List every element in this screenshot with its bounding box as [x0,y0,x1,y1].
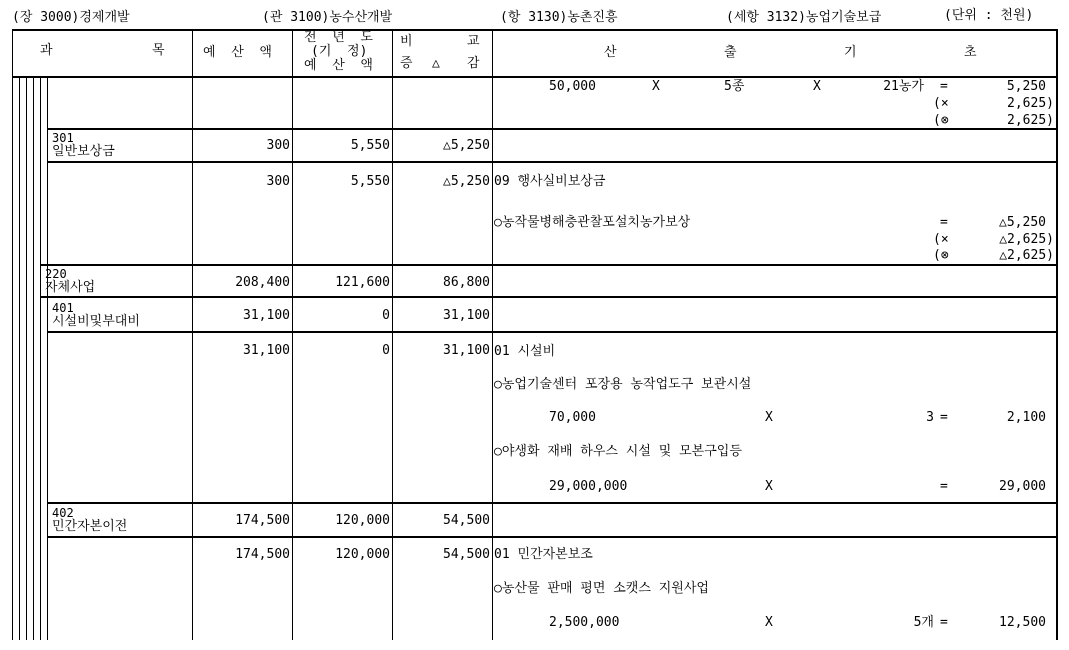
r6-item2-a: 29,000,000 [549,479,628,494]
header-bottom-border [12,76,1057,78]
r4-code: 220 [45,267,67,281]
col-prev-mid: (기 정) [311,44,368,59]
r2-name: 일반보상금 [52,144,115,159]
r8-item1-a: 2,500,000 [549,615,620,630]
r8-diff: 54,500 [443,547,490,562]
r4-diff: 86,800 [443,275,490,290]
tree-line-3 [26,78,27,640]
row-separator [47,536,1058,538]
r8-prev: 120,000 [335,547,390,562]
r6-item2-x: X [765,479,773,494]
r8-item1-eq: = [940,615,948,630]
col-cmp-bot-right: 감 [467,56,480,71]
tree-line-2 [19,78,20,640]
r7-prev: 120,000 [335,513,390,528]
r8-item1: ○농산물 판매 평면 소캣스 지원사업 [494,581,709,596]
r1-basis-c: 21농가 [883,79,924,94]
col-basis-4: 초 [964,45,977,60]
r3-total: △5,250 [999,215,1046,230]
r1-basis-x2: X [813,79,821,94]
tree-line-4 [33,78,34,640]
table-top-border [12,29,1057,31]
col-cmp-top-left: 비 [400,34,413,49]
r3-budget: 300 [266,174,290,189]
r6-basis-title: 01 시설비 [494,344,556,359]
r3-basis-item: ○농작물병해충관찰포설치농가보상 [494,215,691,230]
tree-line-5 [40,78,41,640]
row-separator [47,502,1058,504]
r1-basis-total: 5,250 [1006,79,1046,94]
r8-item1-x: X [765,615,773,630]
unit-label: (단위 : 천원) [944,8,1034,23]
r1-basis-x1: X [652,79,660,94]
r2-prev: 5,550 [350,138,390,153]
r3-sub2-val: △2,625) [999,248,1054,263]
r4-budget: 208,400 [235,275,290,290]
col-subject-right: 목 [152,43,165,58]
r1-sub1-val: 2,625) [1007,96,1054,111]
r3-basis-title: 09 행사실비보상금 [494,174,606,189]
item-label: (항 3130)농촌진흥 [500,10,618,25]
row-separator [47,331,1058,333]
r2-code: 301 [52,131,74,145]
r1-basis-a: 50,000 [549,79,596,94]
table-right-border [1056,29,1058,640]
r5-diff: 31,100 [443,308,490,323]
r1-sub2-val: 2,625) [1007,113,1054,128]
r6-item1: ○농업기술센터 포장용 농작업도구 보관시설 [494,377,752,392]
r5-budget: 31,100 [243,308,290,323]
r4-prev: 121,600 [335,275,390,290]
r6-item1-eq: = [940,410,948,425]
r5-prev: 0 [382,308,390,323]
r2-diff: △5,250 [443,138,490,153]
r6-budget: 31,100 [243,343,290,358]
r3-sub1-sym: (× [933,232,949,247]
section-label: (관 3100)농수산개발 [262,10,393,25]
col-cmp-bot-left: 증 [400,56,413,71]
r8-item1-b: 5개 [913,615,934,630]
row-separator [47,128,1058,130]
r5-name: 시설비및부대비 [52,314,140,329]
r6-prev: 0 [382,343,390,358]
r6-diff: 31,100 [443,343,490,358]
r2-budget: 300 [266,138,290,153]
col-basis-1: 산 [604,45,617,60]
row-separator [40,264,1058,266]
r4-name: 자체사업 [45,280,96,295]
r6-item2-total: 29,000 [999,479,1046,494]
r7-name: 민간자본이전 [52,519,128,534]
r3-diff: △5,250 [443,174,490,189]
row-separator [47,161,1058,163]
col-subject-left: 과 [40,43,53,58]
col-budget: 예 산 액 [203,45,272,60]
r8-item1-total: 12,500 [999,615,1046,630]
r7-code: 402 [52,506,74,520]
col-cmp-bot-mid: △ [432,56,440,71]
col-cmp-top-right: 교 [467,34,480,49]
r6-item2-eq: = [940,479,948,494]
r7-diff: 54,500 [443,513,490,528]
r1-sub2-sym: (⊗ [933,113,949,128]
r7-budget: 174,500 [235,513,290,528]
r6-item2: ○야생화 재배 하우스 시설 및 모본구입등 [494,444,742,459]
r6-item1-a: 70,000 [549,410,596,425]
r8-basis-title: 01 민간자본보조 [494,547,593,562]
col-basis-2: 출 [724,45,737,60]
r3-eq: = [940,215,948,230]
col-divider-basis [492,29,493,640]
tree-line-1 [12,78,13,640]
r3-prev: 5,550 [350,174,390,189]
r3-sub1-val: △2,625) [999,232,1054,247]
r1-sub1-sym: (× [933,96,949,111]
r6-item1-x: X [765,410,773,425]
r1-basis-b: 5종 [724,79,745,94]
chapter-label: (장 3000)경제개발 [12,10,130,25]
subitem-label: (세항 3132)농업기술보급 [726,10,882,25]
r5-code: 401 [52,301,74,315]
col-prev-top: 전 년 도 [304,30,373,45]
r8-budget: 174,500 [235,547,290,562]
r6-item1-b: 3 [926,410,934,425]
table-left-border [12,29,13,78]
r3-sub2-sym: (⊗ [933,248,949,263]
r1-basis-eq: = [940,79,948,94]
col-basis-3: 기 [844,45,857,60]
row-separator [40,296,1058,298]
r6-item1-total: 2,100 [1006,410,1046,425]
col-prev-bot: 예 산 액 [304,58,373,73]
